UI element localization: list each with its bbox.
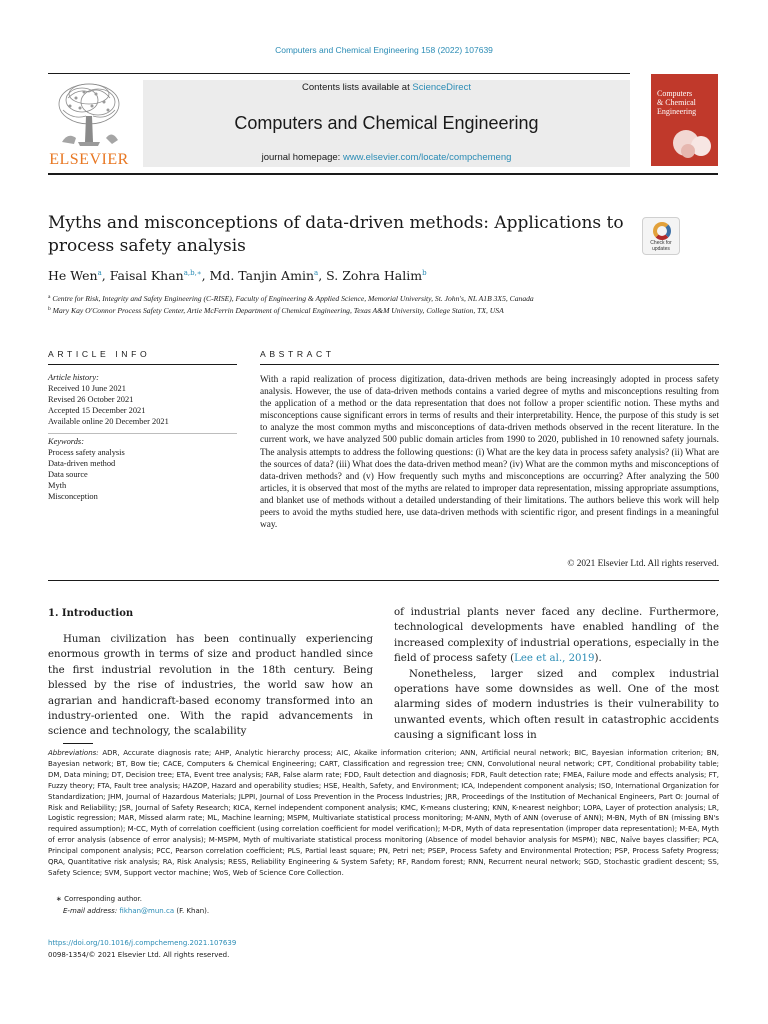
abstract-text: With a rapid realization of process digitization, data-driven methods are being increasingly adopted in process safety analysis. However, the use of data-driven methods contains a varied degree of myths and misconceptions resulting from the application of a method or the data representation that does not follow a proper scientific notion. These myths and misconceptions cause significant errors in terms of results and their interpretability. Hence, the purpose of this study is set to analyze the most common myths and misconceptions of data-driven methods observed in the recent literature. In the current work, we have analyzed 500 public domain articles from 1990 to 2020, published in 10 renowned safety journals. The analysis attempts to address the following questions: (i) What are the key data in process safety analysis? (ii) What are the sources of data? (iii) What does the data-driven method mean? (iv) What are the common myths and misconceptions of data-driven methods? and (v) How frequently such myths and misconceptions are occurring? After analyzing the 500 articles, it is observed that most of the myths are related to improper data representation, missing appropriate assumptions, and blanket use of methods without a detailed understanding of their limitations. The authors believe this work will help peers to avoid the myths studied here, use data-driven methods with scientific rigor, and present findings in a meaningful way. (260, 375, 719, 531)
abstract-bottom-rule (48, 580, 719, 581)
article-info-rule (48, 364, 237, 365)
corresponding-author-note: ∗ Corresponding author. (56, 895, 142, 903)
header-rule-top (48, 73, 630, 74)
affiliation-marker[interactable]: a,b,∗ (183, 269, 202, 277)
keyword-item: Data-driven method (48, 458, 116, 468)
journal-title: Computers and Chemical Engineering (234, 113, 539, 133)
keywords-block: Keywords: Process safety analysis Data-driven method Data source Myth Misconception (48, 437, 228, 502)
doi-link[interactable]: https://doi.org/10.1016/j.compchemeng.2021.107639 (48, 939, 237, 947)
cover-title: Computers & Chemical Engineering (657, 89, 697, 116)
keyword-item: Process safety analysis (48, 447, 125, 457)
intro-paragraph: of industrial plants never faced any decline. Furthermore, technological developments have enabled handling of the increased complexity of industrial operations, especially in the field of process safety (Lee et al., 2019). (394, 607, 719, 665)
author-email-link[interactable]: fikhan@mun.ca (119, 907, 175, 915)
citation-link[interactable]: Lee et al., 2019 (514, 653, 595, 665)
elsevier-wordmark: ELSEVIER (49, 151, 129, 168)
paper-title: Myths and misconceptions of data-driven methods: Applications to process safety analysis (48, 213, 624, 256)
article-history: Article history: Received 10 June 2021 Revised 26 October 2021 Accepted 15 December 2021 Available online 20 December 2021 (48, 373, 169, 426)
contents-line: Contents lists available at ScienceDirect (302, 82, 471, 93)
elsevier-logo (48, 80, 130, 168)
intro-paragraph: Human civilization has been continually experiencing enormous growth in terms of size and product handled since the first industrial revolution in the 18th century. Being blessed by the rise of industries, the world saw how an agrarian and handicraft-based economy transformed into an industry-oriented one. With the rapid advancements in science and technology, the scalability (48, 634, 373, 738)
keywords-rule (48, 433, 237, 434)
author-name[interactable]: Md. Tanjin Amin (209, 268, 314, 283)
affiliation-b: $^b$ Mary Kay O'Connor Process Safety Center, Artie McFerrin Department of Chemical Engineering, Texas A&M University, College Station, TX, USA (48, 306, 504, 315)
affiliation-marker[interactable]: a (314, 269, 319, 277)
journal-citation-link[interactable]: Computers and Chemical Engineering 158 (2022) 107639 (275, 45, 493, 55)
author-name[interactable]: Faisal Khan (109, 268, 184, 283)
keyword-item: Myth (48, 480, 67, 490)
journal-homepage-link[interactable]: www.elsevier.com/locate/compchemeng (342, 152, 512, 163)
intro-paragraph: Nonetheless, larger sized and complex industrial operations have some downsides as well. One of the most alarming sides of modern industries is their vulnerability to unwanted events, which often result in catastrophic accidents causing a significant loss in (394, 668, 719, 742)
affiliation-a: $^a$ Centre for Risk, Integrity and Safety Engineering (C-RISE), Faculty of Engineering & Applied Science, Memorial University, St. John's, NL A1B 3X5, Canada (48, 294, 534, 303)
header-rule-bottom (48, 173, 718, 175)
abbreviations-footnote: Abbreviations: ADR, Accurate diagnosis rate; AHP, Analytic hierarchy process; AIC, Akaike information criterion; ANN, Artificial neural network; BIC, Bayesian information criterion; BN, Bayesian network; BT, Bow tie; CACE, Computers & Chemical Engineering; CART, Classification and regression tree; CNN, Convolutional neural network; CPT, Conditional probability table; DM, Data mining; DT, Decision tree; ETA, Event tree analysis; FAR, False alarm rate; FDD, Fault detection and diagnosis; FDR, Fault detection rate; FMEA, Failure mode and effects analysis; FT, Fuzzy theory; FTA, Fault tree analysis; HAZOP, Hazard and operability studies; HSE, Health, Safety, and Environment; ICA, Independent component analysis; ISO, International Organization for Standardization; JHM, Journal of Hazardous Materials; JLPPI, Journal of Loss Prevention in the Process Industries; JRR, Proceedings of the Institution of Mechanical Engineers, Part O: Journal of Risk and Reliability; JSR, Journal of Safety Research; KICA, Kernel independent component analysis; KMC, K-means clustering; KNN, K-nearest neighbor; LOPA, Layer of protection analysis; LR, Logistic regression; MAR, Missed alarm rate; ML, Machine learning; MSPM, Multivariate statistical process monitoring; M-ANN, Myth of ANN (overuse of ANN); M-BN, Myth of BN (missing BN's required assumption); M-CC, Myth of correlation coefficient (using correlation coefficient for model verification); M-DR, Myth of data representation (improper data representation); M-EA, Myth of error analysis (absence of error analysis); M-MSPM, Myth of multivariate statistical process monitoring (Absence of model behavior analysis for MSPM); NBC, Naïve bayes classifier; PCA, Principal component analysis; PCC, Pearson correlation coefficient; PLS, Partial least square; PN, Petri net; PSEP, Process Safety and Environmental Protection; PSP, Process Safety Progress; QRA, Quantitative risk analysis; RA, Risk Analysis; RESS, Reliability Engineering & System Safety; RF, Random forest; RNN, Recurrent neural network; SGD, Stochastic gradient descent; SS, Safety Science; SVM, Support vector machine; WoS, Web of Science Core Collection. (48, 749, 719, 877)
check-for-updates-button[interactable]: Check for updates (642, 217, 680, 255)
abstract-copyright: © 2021 Elsevier Ltd. All rights reserved. (567, 559, 719, 569)
intro-left-column (48, 632, 373, 740)
intro-right-column (394, 605, 719, 744)
article-info-heading: ARTICLE INFO (48, 349, 151, 359)
journal-homepage-line: journal homepage: www.elsevier.com/locate/compchemeng (261, 152, 512, 163)
email-footnote: E-mail address: fikhan@mun.ca (F. Khan). (63, 907, 210, 915)
keyword-item: Misconception (48, 491, 98, 501)
keyword-item: Data source (48, 469, 88, 479)
author-name[interactable]: S. Zohra Halim (326, 268, 423, 283)
author-name[interactable]: He Wen (48, 268, 98, 283)
elsevier-tree-icon (48, 80, 130, 150)
abstract-rule (260, 364, 719, 365)
issn-copyright: 0098-1354/© 2021 Elsevier Ltd. All rights reserved. (48, 951, 230, 959)
check-updates-icon (653, 222, 671, 240)
author-list: He Wen$^a$, Faisal Khan$^{a,b,∗}$, Md. Tanjin Amin$^a$, S. Zohra Halim$^b$ (48, 268, 427, 283)
abstract-heading: ABSTRACT (260, 349, 335, 359)
footnote-rule (63, 743, 93, 744)
sciencedirect-link[interactable]: ScienceDirect (412, 82, 471, 93)
affiliation-marker[interactable]: a (97, 269, 102, 277)
section-heading-introduction: 1. Introduction (48, 608, 134, 619)
affiliation-marker[interactable]: b (422, 269, 427, 277)
journal-cover-image[interactable] (651, 74, 718, 166)
